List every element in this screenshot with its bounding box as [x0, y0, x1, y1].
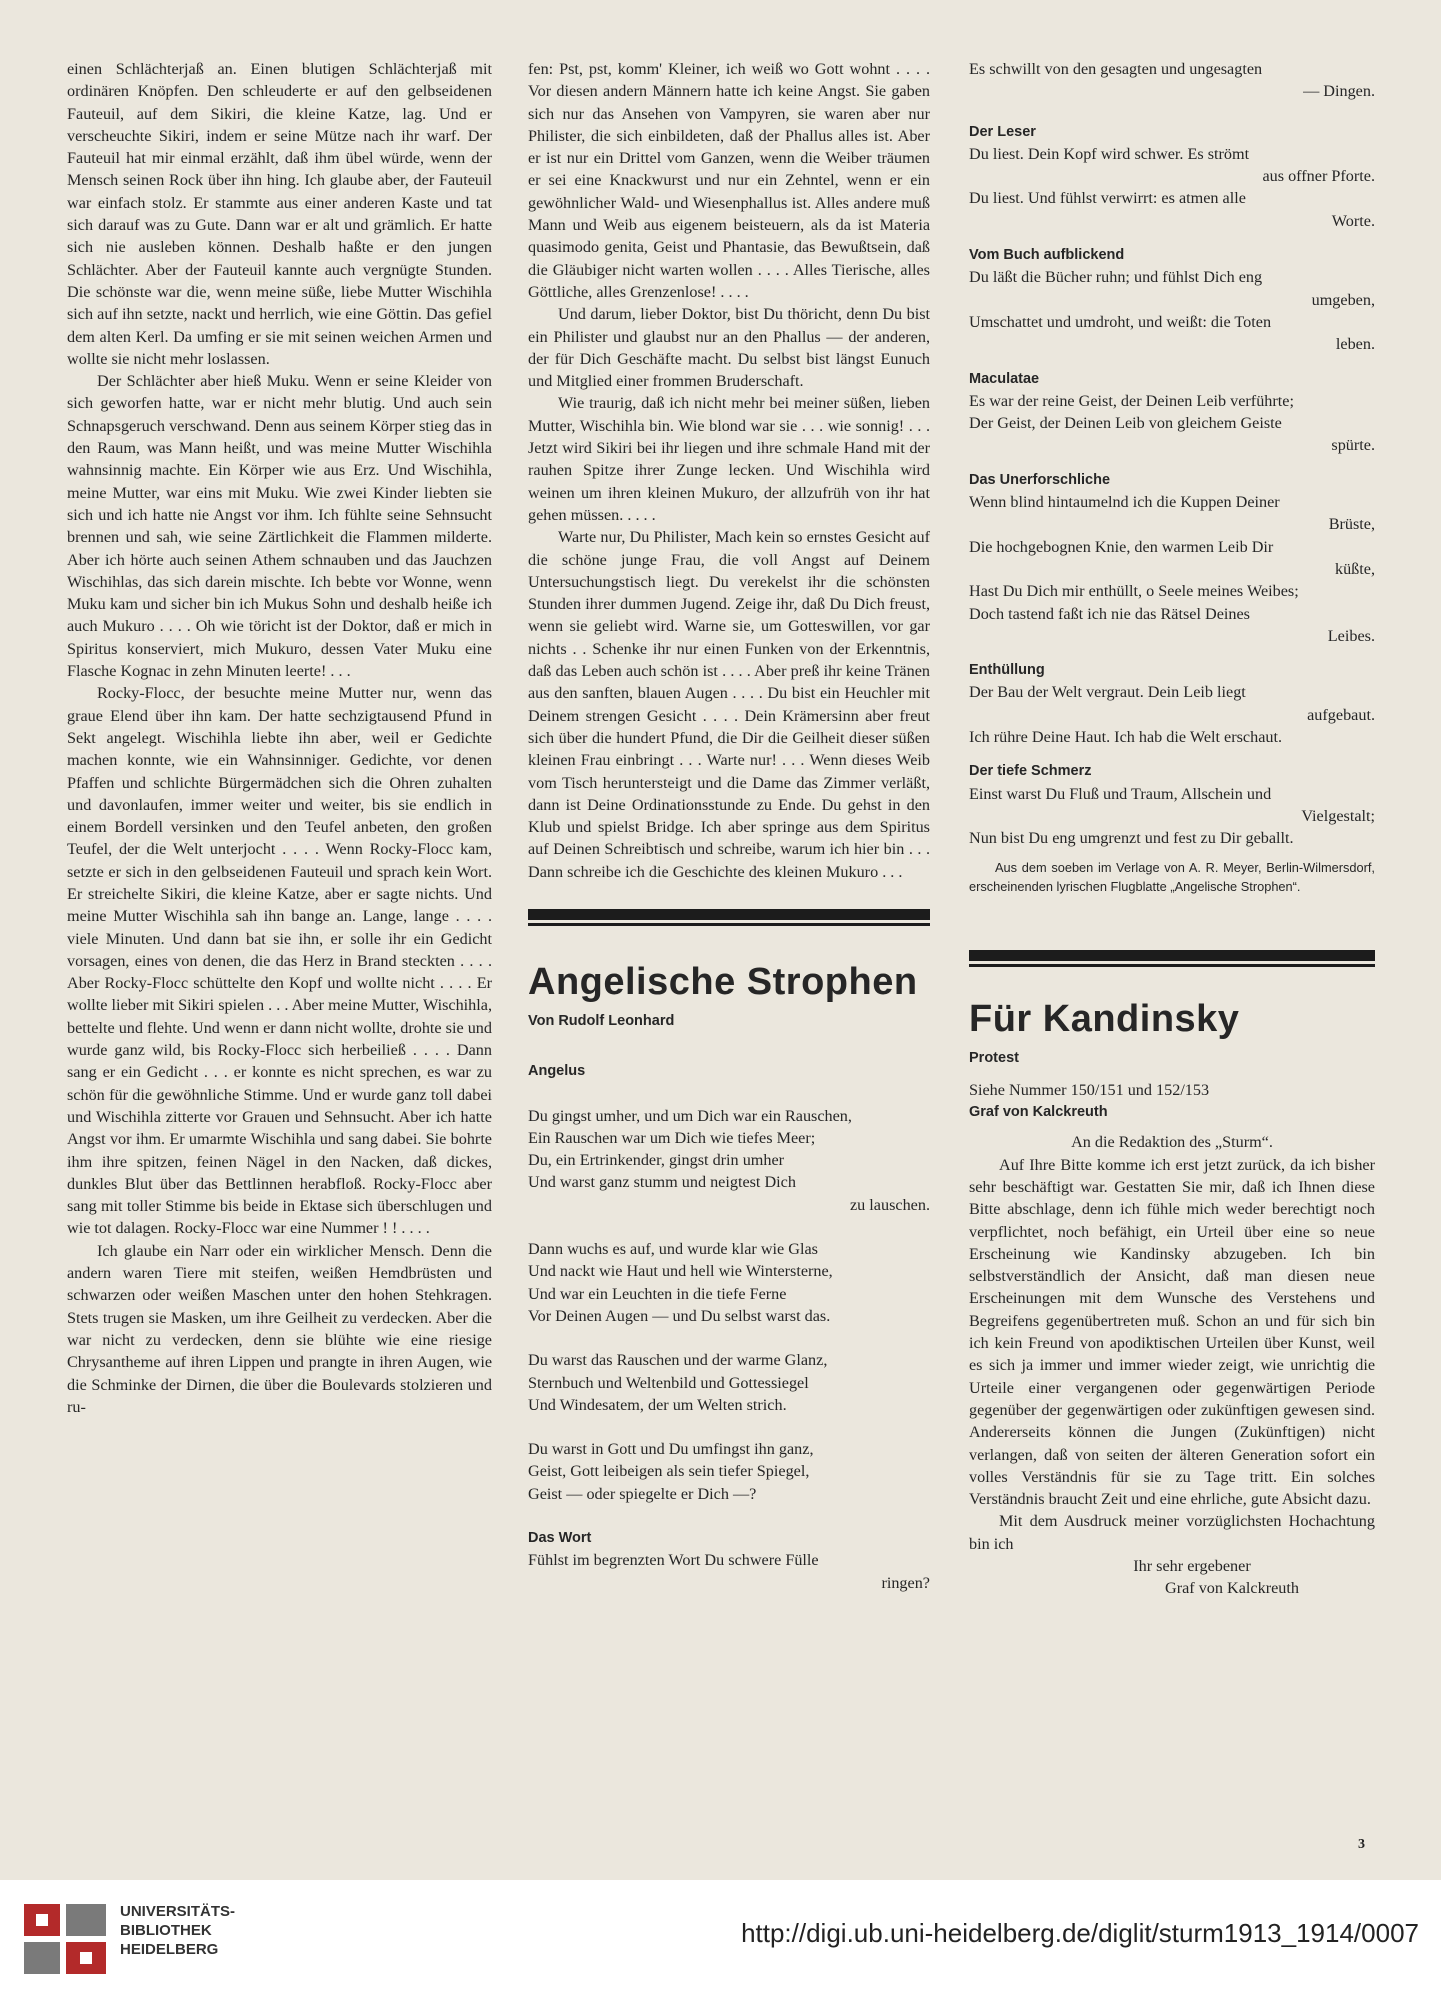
poem-heading: Das Unerforschliche	[969, 471, 1111, 488]
stanza	[528, 1438, 930, 1505]
poem	[969, 659, 1375, 748]
paragraph: Der Schlächter aber hieß Muku. Wenn er seine Kleider von sich geworfen hatte, war er nicht mehr blutig. Und auch sein Schnapsgeruch verschwand. Denn aus seinem Körper stieg das in den Raum, was Mann heißt, und was meine Mutter Wischihla wahnsinnig machte. Ein Körper wie aus Erz. Und Wischihla, meine Mutter, war eins mit Muku. Wie zwei Kinder liebten sie sich und ich hatte nie Angst vor ihm. Ich fühlte seine Sehnsucht brennen und sah, wie seine Zärtlichkeit die Flammen milderte. Aber ich hörte auch seinen Athem schnauben und das Jauchzen Wischihlas, das sich darein mischte. Ich bebte vor Wonne, wenn Muku kam und sicher bin ich Mukus Sohn und deshalb heiße ich auch Mukuro . . . . Oh wie töricht ist der Doktor, daß er mich in Spiritus konserviert, mich Mukuro, dessen Vater Muku eine Flasche Kognac in zehn Minuten leerte! . . .	[67, 372, 492, 681]
verse-line: Sternbuch und Weltenbild und Gottessiegel	[528, 1373, 809, 1392]
section-divider	[528, 909, 930, 920]
source-url-link[interactable]: http://digi.ub.uni-heidelberg.de/diglit/sturm1913_1914/0007	[741, 1918, 1419, 1948]
verse-line: Du gingst umher, und um Dich war ein Rauschen,	[528, 1106, 852, 1125]
verse-line-continued: umgeben,	[1311, 290, 1375, 309]
paragraph: fen: Pst, pst, komm' Kleiner, ich weiß wo Gott wohnt . . . . Vor diesen andern Männern hatte ich keine Angst. Sie gaben sich nur das Ansehen von Vampyren, sie waren aber nur Philister, die sich einbildeten, daß der Phallus alles ist. Aber er ist nur ein Drittel vom Ganzen, wenn die Weiber träumen er sei eine Knackwurst und nur ein Zehntel, wenn er ein gewöhnlicher Wald- und Wiesenphallus ist. Alles andere muß Mann und Weib aus eigenem beisteuern, als da ist Materia quasimodo genita, Geist und Phantasie, das Bewußtsein, daß die Gläubiger nicht warten wollen . . . . Alles Tierische, alles Göttliche, alles Grenzenlose! . . . .	[528, 60, 930, 301]
verse-line: Hast Du Dich mir enthüllt, o Seele meines Weibes;	[969, 582, 1299, 601]
paragraph: Wie traurig, daß ich nicht mehr bei meiner süßen, lieben Mutter, Wischihla bin. Wie blond war sie . . . wie sonnig! . . . Jetzt wird Sikiri bei ihr liegen und ihre schmale Hand mit der rauhen Spitze ihrer Zunge lecken. Und Wischihla wird weinen um ihren kleinen Mukuro, der allzufrüh von ihr hat gehen müssen. . . . .	[528, 394, 930, 524]
poem-heading: Angelus	[528, 1063, 586, 1080]
poem-heading: Vom Buch aufblickend	[969, 247, 1125, 264]
publisher-note: Aus dem soeben im Verlage von A. R. Meyer, Berlin-Wilmersdorf, erscheinenden lyrischen Flugblatte „Angelische Strophen“.	[969, 859, 1375, 894]
verse-line-continued: Brüste,	[1328, 515, 1375, 534]
verse-line: Nun bist Du eng umgrenzt und fest zu Dir geballt.	[969, 829, 1294, 848]
verse-line-continued: ringen?	[881, 1573, 930, 1592]
library-name-line: UNIVERSITÄTS-	[120, 1903, 236, 1920]
poem	[969, 368, 1375, 457]
verse-line-continued: zu lauschen.	[849, 1195, 930, 1214]
verse-line: Du liest. Und fühlst verwirrt: es atmen alle	[969, 189, 1246, 208]
section-label: Protest	[969, 1049, 1019, 1066]
verse-line: Du, ein Ertrinkender, gingst drin umher	[528, 1151, 785, 1170]
verse-line-continued: aus offner Pforte.	[1262, 167, 1375, 186]
poem-heading: Der Leser	[969, 123, 1036, 140]
verse-line: Und war ein Leuchten in die tiefe Ferne	[528, 1284, 787, 1303]
column-2	[528, 58, 930, 1594]
byline: Von Rudolf Leonhard	[528, 1012, 675, 1029]
stanza	[528, 1105, 930, 1216]
library-name	[120, 1902, 235, 1959]
reference-line: Siehe Nummer 150/151 und 152/153	[969, 1080, 1210, 1099]
verse-line: Die hochgebognen Knie, den warmen Leib Dir	[969, 537, 1274, 556]
verse-line: Du warst das Rauschen und der warme Glanz,	[528, 1351, 828, 1370]
signature-name: Graf von Kalckreuth	[1165, 1579, 1299, 1598]
verse-line: Und warst ganz stumm und neigtest Dich	[528, 1173, 796, 1192]
verse-line: Du liest. Dein Kopf wird schwer. Es strömt	[969, 144, 1250, 163]
paragraph: Und darum, lieber Doktor, bist Du thöricht, denn Du bist ein Philister und glaubst nur an den Phallus — der anderen, der für Dich Geschäfte macht. Du selbst bist längst Eunuch und Mitglied einer frommen Bruderschaft.	[528, 305, 930, 391]
verse-line: Doch tastend faßt ich nie das Rätsel Deines	[969, 604, 1250, 623]
verse-line: Geist, Gott leibeigen als sein tiefer Spiegel,	[528, 1462, 810, 1481]
poem-heading: Der tiefe Schmerz	[969, 763, 1092, 780]
poem	[969, 244, 1375, 355]
poem	[969, 760, 1375, 849]
verse-line: Du läßt die Bücher ruhn; und fühlst Dich eng	[969, 268, 1263, 287]
section-divider	[969, 950, 1375, 961]
paragraph: Rocky-Flocc, der besuchte meine Mutter nur, wenn das graue Elend über ihn kam. Der hatte sechzigtausend Pfund in Sekt angelegt. Wischihla liebte ihn aber, weil er Gedichte machen konnte, wie ein Wahnsinniger. Gedichte, vor denen Pfaffen und schlichte Bürgermädchen sich die Ohren zuhalten und davonlaufen, immer weiter und weiter, bis sie endlich in einem Bordell versinken und den Teufel anbeten, den großen Teufel, der die Welt unterjocht . . . . Wenn Rocky-Flocc kam, setzte er sich in den gelbseidenen Fauteuil und sprach kein Wort. Er streichelte Sikiri, die kleine Katze, aber er sagte nichts. Und meine Mutter Wischihla sah ihn bange an. Lange, lange . . . . viele Minuten. Und dann bat sie ihn, er solle ihr ein Gedicht vorsagen, eines von denen, die das Herz in Brand steckten . . . . Aber Rocky-Flocc schüttelte den Kopf und wollte nicht . . . . Er wollte lieber mit Sikiri spielen . . . Aber meine Mutter, Wischihla, bettelte und flehte. Und wenn er dann nicht wollte, drohte sie und wurde ganz wild, bis Rocky-Flocc sich herbeiließ . . . . Dann sang er ein Gedicht . . . er konnte es nicht sprechen, es war zu schön für die gewöhnliche Stimme. Und er wurde ganz toll dabei und Wischihla zitterte vor Grauen und Sehnsucht. Aber ich hatte Angst vor ihm. Er umarmte Wischihla und sang dabei. Sie bohrte ihm ihre spitzen, feinen Nägel in den Nacken, daß dickes, dunkles Blut über das Bettlinnen herabfloß. Rocky-Flocc aber sang mit toller Stimme bis beide in Ektase sich überschlugen und wie tot dalagen. Rocky-Flocc war eine Nummer ! ! . . . .	[67, 684, 492, 1238]
verse-line-continued: Vielgestalt;	[1301, 806, 1375, 825]
verse-line: Du warst in Gott und Du umfingst ihn ganz,	[528, 1440, 814, 1459]
salutation: An die Redaktion des „Sturm“.	[1071, 1133, 1273, 1152]
verse-line: Der Bau der Welt vergraut. Dein Leib liegt	[969, 683, 1246, 702]
footer-bar	[0, 1880, 1441, 2010]
verse-line: Der Geist, der Deinen Leib von gleichem Geiste	[969, 414, 1282, 433]
verse-line: Einst warst Du Fluß und Traum, Allschein und	[969, 784, 1272, 803]
poem	[969, 121, 1375, 232]
university-seal-icon	[18, 1900, 114, 1978]
verse-line: Dann wuchs es auf, und wurde klar wie Glas	[528, 1240, 818, 1259]
verse-line: Fühlst im begrenzten Wort Du schwere Fülle	[528, 1551, 819, 1570]
library-name-line: HEIDELBERG	[120, 1941, 219, 1958]
verse-line: Umschattet und umdroht, und weißt: die Toten	[969, 312, 1272, 331]
poem-heading: Das Wort	[528, 1530, 592, 1547]
author-heading: Graf von Kalckreuth	[969, 1104, 1108, 1121]
library-name-line: BIBLIOTHEK	[120, 1922, 212, 1939]
paragraph: Ich glaube ein Narr oder ein wirklicher Mensch. Denn die andern waren Tiere mit steifen, weißen Hemdbrüsten und schwarzen oder weißen Maschen unter den hohen Stehkragen. Stets trugen sie Masken, um ihre Geilheit zu verdecken. Aber die war nicht zu verdecken, denn sie blühte wie eine riesige Chrysantheme auf ihren Lippen und prangte in ihren Augen, wie die Schminke der Dirnen, die über die Boulevards stolzieren und ru-	[67, 1241, 492, 1416]
verse-line-continued: küßte,	[1334, 559, 1375, 578]
verse-line: Es schwillt von den gesagten und ungesagten	[969, 60, 1263, 78]
verse-line-continued: leben.	[1335, 335, 1375, 354]
verse-line: Und nackt wie Haut und hell wie Wintersterne,	[528, 1262, 833, 1281]
letter-body: Auf Ihre Bitte komme ich erst jetzt zurück, da ich bisher sehr beschäftigt war. Gestatten Sie mir, daß ich Ihnen diese Bitte abschlage, denn ich fühle mich weder berechtigt noch verpflichtet, noch befähigt, ein Urteil über eine so neue Erscheinung wie Kandinsky abzugeben. Ich bin selbstverständlich der Ansicht, daß man diesen neue Erscheinungen mit dem Wunsche des Verstehens und Begreifens gegenübertreten muß. Schon an und für sich bin ich kein Freund von apodiktischen Urteilen über Kunst, weil es sich ja immer und immer wieder zeigt, wie unrichtig die Urteile einer vergangenen oder gegenwärtigen Periode gegenüber der gegenwärtigen oder zukünftigen gewesen sind. Andererseits können die Jungen (Zukünftigen) nicht verlangen, daß von seiten der älteren Generation sofort ein volles Verständnis für sie zu Tage tritt. Ein solches Verständnis braucht Zeit und eine ehrliche, gute Absicht dazu.	[969, 1155, 1375, 1509]
verse-line: Es war der reine Geist, der Deinen Leib verführte;	[969, 391, 1294, 410]
verse-line: Ich rühre Deine Haut. Ich hab die Welt erschaut.	[969, 728, 1283, 747]
signature-line: Ihr sehr ergebener	[1133, 1557, 1251, 1576]
stanza	[528, 1349, 930, 1416]
verse-line: Und Windesatem, der um Welten strich.	[528, 1395, 787, 1414]
column-3	[969, 58, 1375, 1600]
verse-line-continued: — Dingen.	[1303, 82, 1375, 101]
column-1	[67, 58, 492, 1418]
poem-heading: Enthüllung	[969, 662, 1045, 679]
article-title: Für Kandinsky	[969, 997, 1240, 1040]
verse-line: Vor Deinen Augen — und Du selbst warst das.	[528, 1306, 831, 1325]
verse-line: Ein Rauschen war um Dich wie tiefes Meer;	[528, 1128, 816, 1147]
letter-closing: Mit dem Ausdruck meiner vorzüglichsten Hochachtung bin ich	[969, 1512, 1375, 1553]
stanza	[528, 1238, 930, 1327]
verse-line-continued: Leibes.	[1327, 626, 1375, 645]
verse-line: Geist — oder spiegelte er Dich —?	[528, 1484, 757, 1503]
paragraph: Warte nur, Du Philister, Mach kein so ernstes Gesicht auf die schöne junge Frau, die voll Angst auf Deinem Untersuchungstisch liegt. Du verekelst ihr die schönsten Stunden ihrer dummen Jugend. Zeige ihr, daß Du Dich freust, wenn sie geliebt wird. Warne sie, um Gotteswillen, vor gar nichts . . Schenke ihr nur einen Funken von der Erkenntnis, daß das Leben auch schön ist . . . . Aber preß ihr keine Tränen aus den sanften, blauen Augen . . . . Du bist ein Heuchler mit Deinem strengen Gesicht . . . . Dein Krämersinn aber freut sich über die hundert Pfund, die Dir die Geilheit dieser süßen kleinen Frau einbringt . . . Warte nur! . . . Wenn dieses Weib vom Tisch heruntersteigt und die Dame das Zimmer verläßt, dann ist Deine Ordinationsstunde zu Ende. Du gehst in den Klub und spielst Bridge. Ich aber springe aus dem Spiritus auf Deinen Schreibtisch und schreibe, warum ich hier bin . . . Dann schreibe ich die Geschichte des kleinen Mukuro . . .	[528, 528, 930, 881]
paragraph: einen Schlächterjaß an. Einen blutigen Schlächterjaß mit ordinären Knöpfen. Den schleuderte er auf den gelbseidenen Fauteuil, auf dem Sikiri, die kleine Katze, lag. Und er verscheuchte Sikiri, indem er seine Mütze nach ihr warf. Der Fauteuil hat mir einmal erzählt, daß ihm übel würde, wenn der Mensch seinen Rock über ihn hing. Ich glaube aber, der Fauteuil war einfach stolz. Er stammte aus einer anderen Kaste und tat sich darauf was zu Gute. Dann war er alt und grämlich. Er hatte sich nie ausleben können. Deshalb haßte er den jungen Schlächter. Aber der Fauteuil kannte auch vergnügte Stunden. Die schönste war die, wenn meine süße, liebe Mutter Wischihla sich auf ihn setzte, nackt und herrlich, wie eine Göttin. Das gefiel dem alten Kerl. Da umfing er sie mit seinen weichen Armen und wollte sie nicht mehr loslassen.	[67, 60, 492, 368]
article-title: Angelische Strophen	[528, 960, 918, 1003]
page-number: 3	[1358, 1837, 1365, 1852]
verse-line-continued: aufgebaut.	[1307, 705, 1375, 724]
verse-line-continued: Worte.	[1331, 211, 1375, 230]
verse-line: Wenn blind hintaumelnd ich die Kuppen Deiner	[969, 493, 1280, 512]
verse-line-continued: spürte.	[1331, 436, 1375, 455]
poem-heading: Maculatae	[969, 370, 1040, 387]
poem	[969, 469, 1375, 647]
